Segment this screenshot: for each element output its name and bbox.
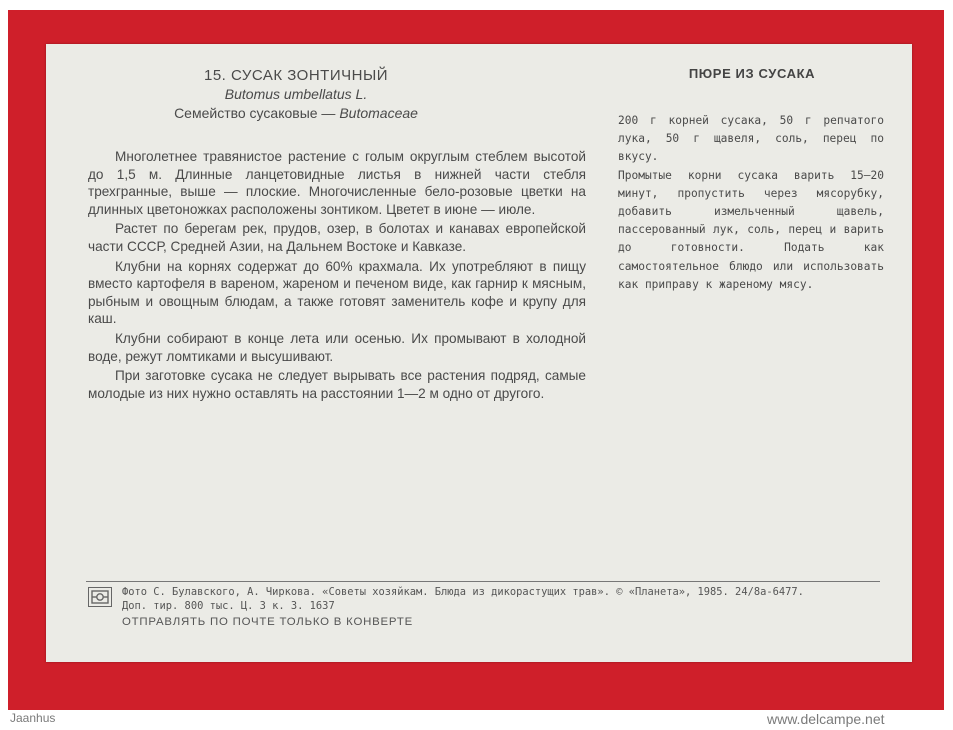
mailing-note: ОТПРАВЛЯТЬ ПО ПОЧТЕ ТОЛЬКО В КОНВЕРТЕ xyxy=(122,616,413,628)
watermark-left: Jaanhus xyxy=(10,711,56,725)
family-latin: Butomaceae xyxy=(339,105,418,121)
recipe-column xyxy=(618,44,888,662)
recipe-ingredients: 200 г корней сусака, 50 г репчатого лука, 50 г щавеля, соль, перец по вкусу. xyxy=(618,114,884,164)
paragraph: Растет по берегам рек, прудов, озер, в болотах и канавах европейской части СССР, Средней Азии, на Дальнем Востоке и Кавказе. xyxy=(88,221,586,254)
recipe-text xyxy=(618,112,884,294)
latin-name: Butomus umbellatus L. xyxy=(224,86,368,102)
paragraph: При заготовке сусака не следует вырывать все растения подряд, самые молодые из них нужно оставлять на расстоянии 1—2 м одно от другого. xyxy=(88,368,586,401)
recipe-method: Промытые корни сусака варить 15—20 минут, пропустить через мясорубку, добавить измельченный щавель, пассерованный лук, соль, перец и варить до готовности. Подать как самостоятельное блюдо или использовать как приправу к жареному мясу. xyxy=(618,168,884,291)
plant-title: 15. СУСАК ЗОНТИЧНЫЙ xyxy=(203,67,389,84)
recipe-title: ПЮРЕ ИЗ СУСАКА xyxy=(688,66,816,81)
paragraph: Многолетнее травянистое растение с голым округлым стеблем высотой до 1,5 м. Длинные ланцетовидные листья в нижней части стебля трехгранные, выше — плоские. Многочисленные бело-розовые цветки на длинных цветоножках расположены зонтиком. Цветет в июне — июле. xyxy=(88,149,586,217)
paragraph: Клубни собирают в конце лета или осенью. Их промывают в холодной воде, режут ломтиками и высушивают. xyxy=(88,330,586,364)
title-block xyxy=(46,66,546,123)
watermark-right: www.delcampe.net xyxy=(767,711,885,727)
family-line: Семейство сусаковые — Butomaceae xyxy=(174,105,418,121)
plant-description-column xyxy=(46,44,606,662)
publisher-logo xyxy=(88,587,112,607)
publication-credits xyxy=(122,585,892,613)
credits-line: Доп. тир. 800 тыс. Ц. 3 к. З. 1637 xyxy=(122,600,335,612)
description-text xyxy=(88,148,586,404)
postcard xyxy=(46,44,912,662)
footer-divider xyxy=(86,581,880,582)
paragraph: Клубни на корнях содержат до 60% крахмала. Их употребляют в пищу вместо картофеля в вареном, жареном и печеном виде, как гарнир к мясным, рыбным и овощным блюдам, а также готовят заменитель кофе и крупу для каш. xyxy=(88,258,586,327)
credits-line: Фото С. Булавского, А. Чиркова. «Советы хозяйкам. Блюда из дикорастущих трав». © «Планета», 1985. 24/8а-6477. xyxy=(122,586,804,598)
